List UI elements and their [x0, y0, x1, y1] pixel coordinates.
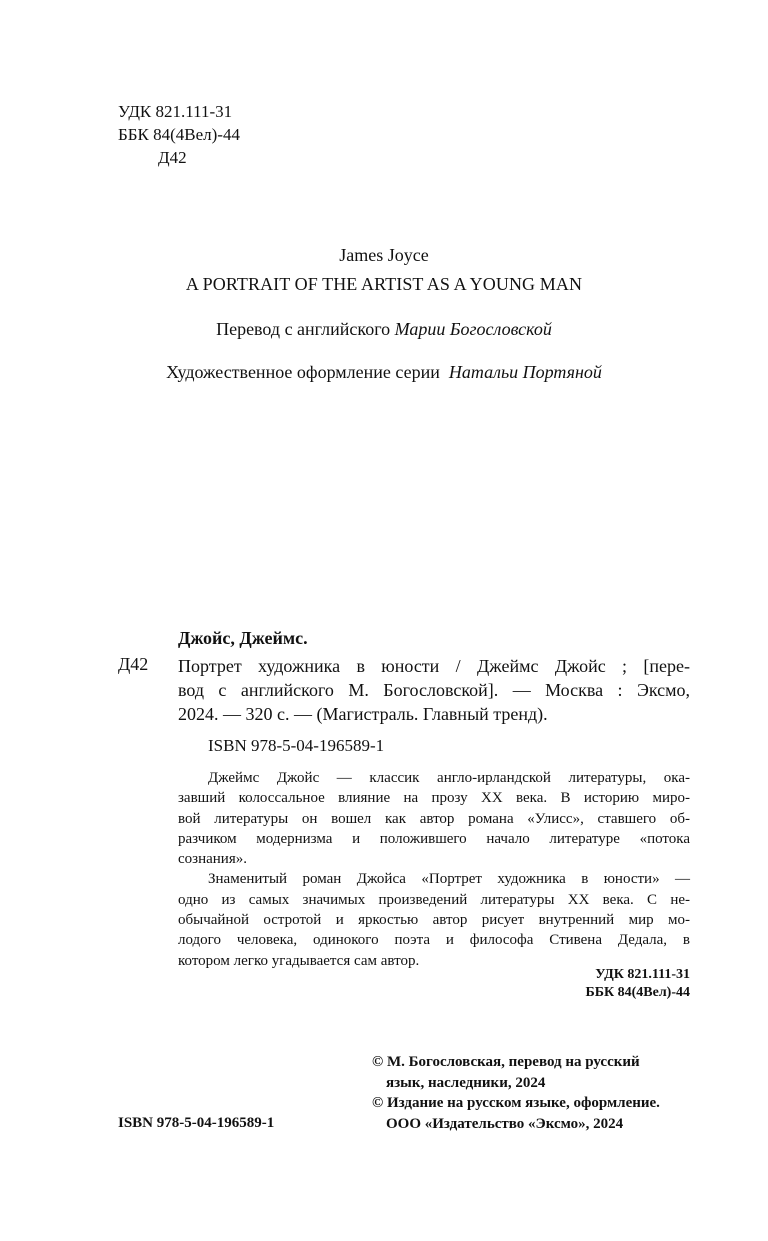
original-author: James Joyce — [339, 245, 429, 265]
design-credit — [0, 362, 768, 383]
catalog-description-line: Портрет художника в юности / Джеймс Джойс ; [пере- — [178, 656, 690, 676]
copyright-line: ООО «Издательство «Эксмо», 2024 — [386, 1115, 624, 1132]
annotation-line: котором легко угадывается сам автор. — [178, 952, 420, 969]
annotation-line: лодого человека, одинокого поэта и философа Стивена Дедала, в — [178, 932, 690, 949]
annotation-line: одно из самых значимых произведений литературы ХХ века. С не- — [178, 891, 690, 908]
annotation-line: обычайной остротой и яркостью автор рисует внутренний мир мо- — [178, 912, 690, 929]
catalog-description — [178, 654, 690, 726]
catalog-code: Д42 — [118, 654, 149, 674]
translator-credit — [0, 319, 768, 340]
annotation-line: вой литературы он вошел как автор романа «Улисс», ставшего об- — [178, 810, 690, 827]
annotation-line: завший колоссальное влияние на прозу ХХ века. В историю миро- — [178, 790, 690, 807]
catalog-author-heading: Джойс, Джеймс. — [178, 628, 308, 648]
catalog-isbn: ISBN 978-5-04-196589-1 — [208, 736, 385, 755]
catalog-description-line: 2024. — 320 с. — (Магистраль. Главный тренд). — [178, 704, 548, 724]
author-mark: Д42 — [158, 148, 187, 167]
bbk-code: ББК 84(4Вел)-44 — [118, 125, 240, 144]
copyright-block — [372, 1052, 660, 1134]
annotation-line: Джеймс Джойс — классик англо-ирландской литературы, ока- — [208, 770, 690, 786]
copyright-line: © М. Богословская, перевод на русский — [372, 1054, 640, 1070]
original-title: A PORTRAIT OF THE ARTIST AS A YOUNG MAN — [185, 274, 583, 294]
udk-code: УДК 821.111-31 — [118, 102, 233, 121]
udk-code-footer: УДК 821.111-31 — [595, 967, 690, 982]
annotation-line: разчиком модернизма и положившего начало литературе «потока — [178, 830, 690, 847]
annotation-line: сознания». — [178, 851, 247, 868]
catalog-description-line: вод с английского М. Богословской]. — Москва : Эксмо, — [178, 680, 690, 700]
annotation-line: Знаменитый роман Джойса «Портрет художника в юности» — — [208, 871, 690, 888]
copyright-line: © Издание на русском языке, оформление. — [372, 1095, 660, 1111]
annotation — [178, 768, 690, 971]
design-name: Натальи Портяной — [448, 362, 602, 382]
classification-block — [118, 100, 240, 169]
classification-footer — [585, 966, 690, 1002]
translator-name: Марии Богословской — [394, 319, 552, 339]
translator-prefix: Перевод с английского — [216, 319, 391, 339]
bbk-code-footer: ББК 84(4Вел)-44 — [585, 985, 690, 1000]
design-prefix: Художественное оформление серии — [166, 362, 440, 382]
isbn-bottom: ISBN 978-5-04-196589-1 — [118, 1115, 275, 1131]
copyright-line: язык, наследники, 2024 — [386, 1074, 546, 1091]
